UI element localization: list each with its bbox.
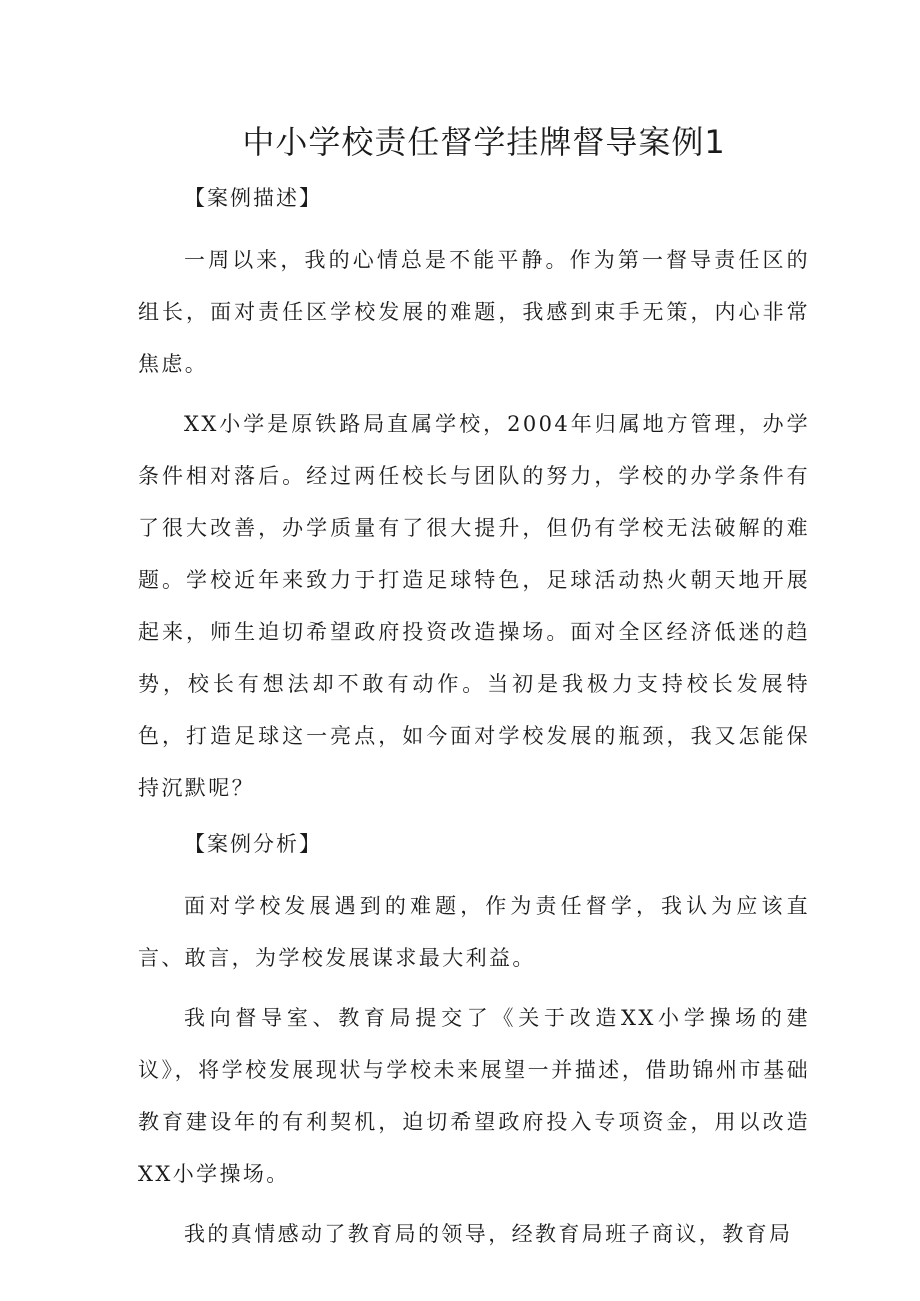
section-heading-description: 【案例描述】 bbox=[184, 186, 322, 210]
paragraph-analysis-1: 面对学校发展遇到的难题，作为责任督学，我认为应该直言、敢言，为学校发展谋求最大利益。 bbox=[138, 894, 810, 970]
paragraph-analysis-2: 我向督导室、教育局提交了《关于改造XX小学操场的建议》，将学校发展现状与学校未来展望一并描述，借助锦州市基础教育建设年的有利契机，迫切希望政府投入专项资金，用以改造XX小学操场。 bbox=[138, 1006, 810, 1186]
section-heading-analysis: 【案例分析】 bbox=[184, 832, 322, 856]
paragraph-description-2: XX小学是原铁路局直属学校，2004年归属地方管理，办学条件相对落后。经过两任校长与团队的努力，学校的办学条件有了很大改善，办学质量有了很大提升，但仍有学校无法破解的难题。学校近年来致力于打造足球特色，足球活动热火朝天地开展起来，师生迫切希望政府投资改造操场。面对全区经济低迷的趋势，校长有想法却不敢有动作。当初是我极力支持校长发展特色，打造足球这一亮点，如今面对学校发展的瓶颈，我又怎能保持沉默呢？ bbox=[138, 412, 810, 800]
paragraph-description-1: 一周以来，我的心情总是不能平静。作为第一督导责任区的组长，面对责任区学校发展的难题，我感到束手无策，内心非常焦虑。 bbox=[138, 248, 810, 376]
document-title: 中小学校责任督学挂牌督导案例1 bbox=[242, 123, 726, 161]
paragraph-analysis-3: 我的真情感动了教育局的领导，经教育局班子商议，教育局 bbox=[184, 1222, 793, 1246]
